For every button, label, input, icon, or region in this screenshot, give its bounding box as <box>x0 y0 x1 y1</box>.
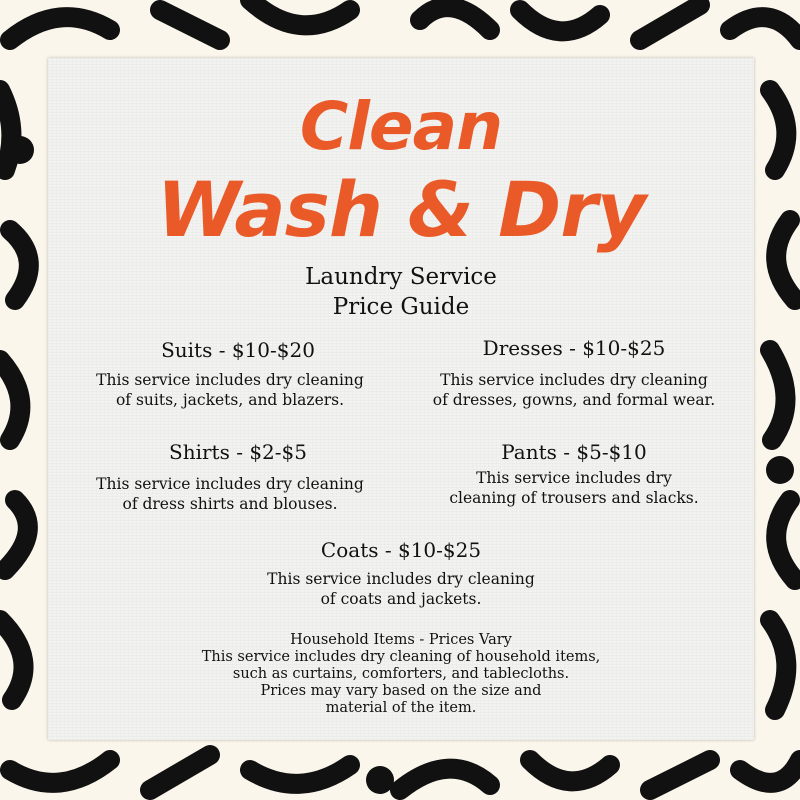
title-clean: Clean <box>299 88 503 165</box>
subtitle-laundry-service: Laundry Service <box>305 264 497 290</box>
shirts-price: Shirts - $2-$5 <box>169 440 307 464</box>
household-items-note: Household Items - Prices Vary This service includes dry cleaning of household items, such as curtains, comforters, and tablecloths. Prices may vary based on the size and material of the item. <box>201 632 601 716</box>
subtitle-price-guide: Price Guide <box>332 294 470 320</box>
coats-price: Coats - $10-$25 <box>320 538 482 562</box>
suits-price: Suits - $10-$20 <box>161 338 315 362</box>
coats-description: This service includes dry cleaning of coats and jackets. <box>267 570 535 608</box>
pants-description: This service includes dry cleaning of trousers and slacks. <box>449 469 699 507</box>
dresses-price: Dresses - $10-$25 <box>482 336 666 360</box>
pants-price: Pants - $5-$10 <box>501 440 647 464</box>
price-card <box>48 58 754 740</box>
dresses-description: This service includes dry cleaning of dresses, gowns, and formal wear. <box>432 371 716 409</box>
title-wash-dry: Wash & Dry <box>156 165 646 254</box>
suits-description: This service includes dry cleaning of suits, jackets, and blazers. <box>96 371 364 409</box>
shirts-description: This service includes dry cleaning of dress shirts and blouses. <box>96 475 364 513</box>
